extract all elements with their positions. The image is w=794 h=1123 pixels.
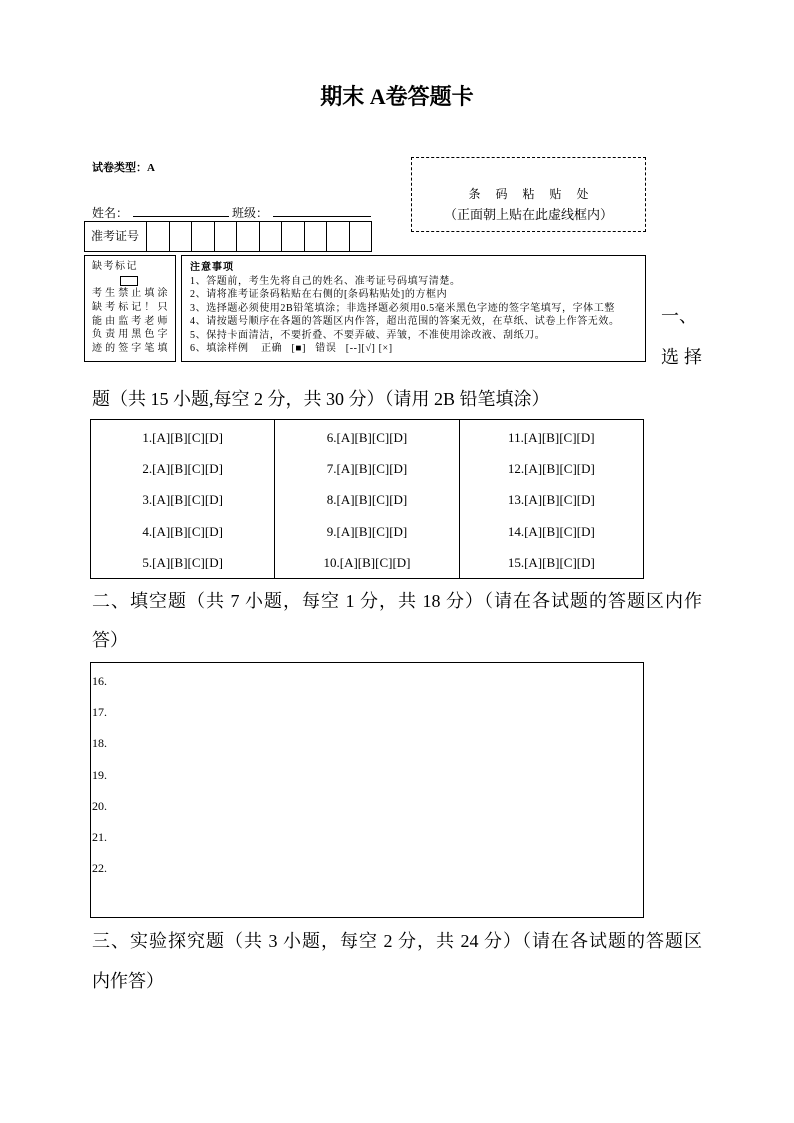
exam-number-cell xyxy=(170,222,193,251)
fill-in-answer-box xyxy=(90,662,644,918)
exam-number-cell xyxy=(147,222,170,251)
barcode-area xyxy=(411,157,646,232)
exam-number-cell xyxy=(350,222,372,251)
absent-instruction-line: 负责用黑色字 xyxy=(92,329,171,341)
choice-question: 9.[A][B][C][D] xyxy=(326,523,408,539)
choice-question: 5.[A][B][C][D] xyxy=(142,554,223,570)
exam-number-cell xyxy=(260,222,283,251)
absent-mark-checkbox xyxy=(120,276,138,286)
exam-number-cell xyxy=(215,222,238,251)
fill-in-question: 19. xyxy=(92,767,107,782)
choice-question: 11.[A][B][C][D] xyxy=(508,430,595,445)
exam-number-cell xyxy=(327,222,350,251)
notice-item: 6、填涂样例 正确 [■] 错误 [--][√] [×] xyxy=(190,343,393,355)
notice-title: 注意事项 xyxy=(190,262,234,273)
fill-in-question: 21. xyxy=(92,830,107,845)
notice-item: 5、保持卡面清洁，不要折叠、不要弄破、弄皱，不准使用涂改液、刮纸刀。 xyxy=(190,329,546,341)
page-title: 期末 A卷答题卡 xyxy=(320,84,474,109)
paper-type: 试卷类型：A xyxy=(92,162,155,174)
exam-number-cell xyxy=(237,222,260,251)
choice-question: 3.[A][B][C][D] xyxy=(142,492,223,508)
choice-question: 10.[A][B][C][D] xyxy=(323,554,411,570)
exam-number-cell xyxy=(282,222,305,251)
choice-question: 4.[A][B][C][D] xyxy=(142,523,223,539)
choice-column xyxy=(91,420,274,578)
absent-mark-title: 缺考标记 xyxy=(92,261,138,272)
name-label: 姓名： xyxy=(92,206,129,220)
notice-item: 3、选择题必须使用2B铅笔填涂；非选择题必须用0.5毫米黑色字迹的签字笔填写，字体工整 xyxy=(190,302,615,314)
section1-title: 选择 xyxy=(661,347,707,367)
exam-number-label: 准考证号 xyxy=(85,222,147,251)
choice-column xyxy=(459,420,643,578)
notice-box xyxy=(181,255,646,362)
choice-question: 2.[A][B][C][D] xyxy=(142,461,223,477)
exam-number-cell xyxy=(192,222,215,251)
name-blank xyxy=(133,203,229,217)
absent-instruction-line: 缺考标记！只 xyxy=(92,301,171,313)
class-label: 班级： xyxy=(232,206,269,220)
choice-question: 14.[A][B][C][D] xyxy=(507,523,595,539)
class-blank xyxy=(273,203,371,217)
name-class-row xyxy=(92,203,371,221)
barcode-label: 条 码 粘 贴 处 xyxy=(468,187,595,201)
section3-heading: 三、实验探究题（共 3 小题，每空 2 分，共 24 分）（请在各试题的答题区 xyxy=(92,931,702,951)
notice-item: 1、答题前，考生先将自己的姓名、准考证号码填写清楚。 xyxy=(190,276,461,287)
section1-number: 一、 xyxy=(661,306,697,326)
section1-description: 题（共 15 小题,每空 2 分，共 30 分）（请用 2B 铅笔填涂） xyxy=(92,389,550,409)
notice-item: 2、请将准考证条码粘贴在右侧的[条码粘贴处]的方框内 xyxy=(190,289,448,301)
notice-list xyxy=(190,275,620,355)
choice-question: 8.[A][B][C][D] xyxy=(326,492,408,508)
section2-heading-continued: 答） xyxy=(92,630,128,650)
choice-question: 13.[A][B][C][D] xyxy=(507,492,595,508)
fill-in-question: 17. xyxy=(92,705,107,720)
absent-instruction-line: 迹的签字笔填 xyxy=(92,343,171,355)
exam-number-cell xyxy=(305,222,328,251)
fill-in-question: 22. xyxy=(92,861,107,876)
fill-in-question: 20. xyxy=(92,798,107,813)
choice-question: 12.[A][B][C][D] xyxy=(507,461,595,477)
notice-item: 4、请按题号顺序在各题的答题区内作答，超出范围的答案无效，在草纸、试卷上作答无效。 xyxy=(190,316,620,328)
barcode-hint: （正面朝上贴在此虚线框内） xyxy=(443,207,613,222)
choice-question: 1.[A][B][C][D] xyxy=(142,430,223,445)
section3-heading-continued: 内作答） xyxy=(92,971,164,991)
choice-question: 6.[A][B][C][D] xyxy=(326,430,408,445)
absent-mark-box xyxy=(84,255,176,362)
absent-instruction-line: 能由监考老师 xyxy=(92,315,171,327)
fill-in-question: 16. xyxy=(92,674,107,688)
choice-question: 7.[A][B][C][D] xyxy=(326,461,408,477)
exam-number-box xyxy=(84,221,372,252)
choice-question: 15.[A][B][C][D] xyxy=(507,554,595,570)
fill-in-question: 18. xyxy=(92,736,107,751)
absent-instruction-line: 考生禁止填涂 xyxy=(92,288,171,299)
section2-heading: 二、填空题（共 7 小题，每空 1 分，共 18 分）（请在各试题的答题区内作 xyxy=(92,591,702,611)
choice-answer-table xyxy=(90,419,644,579)
absent-mark-instructions xyxy=(92,287,171,356)
choice-column xyxy=(274,420,458,578)
